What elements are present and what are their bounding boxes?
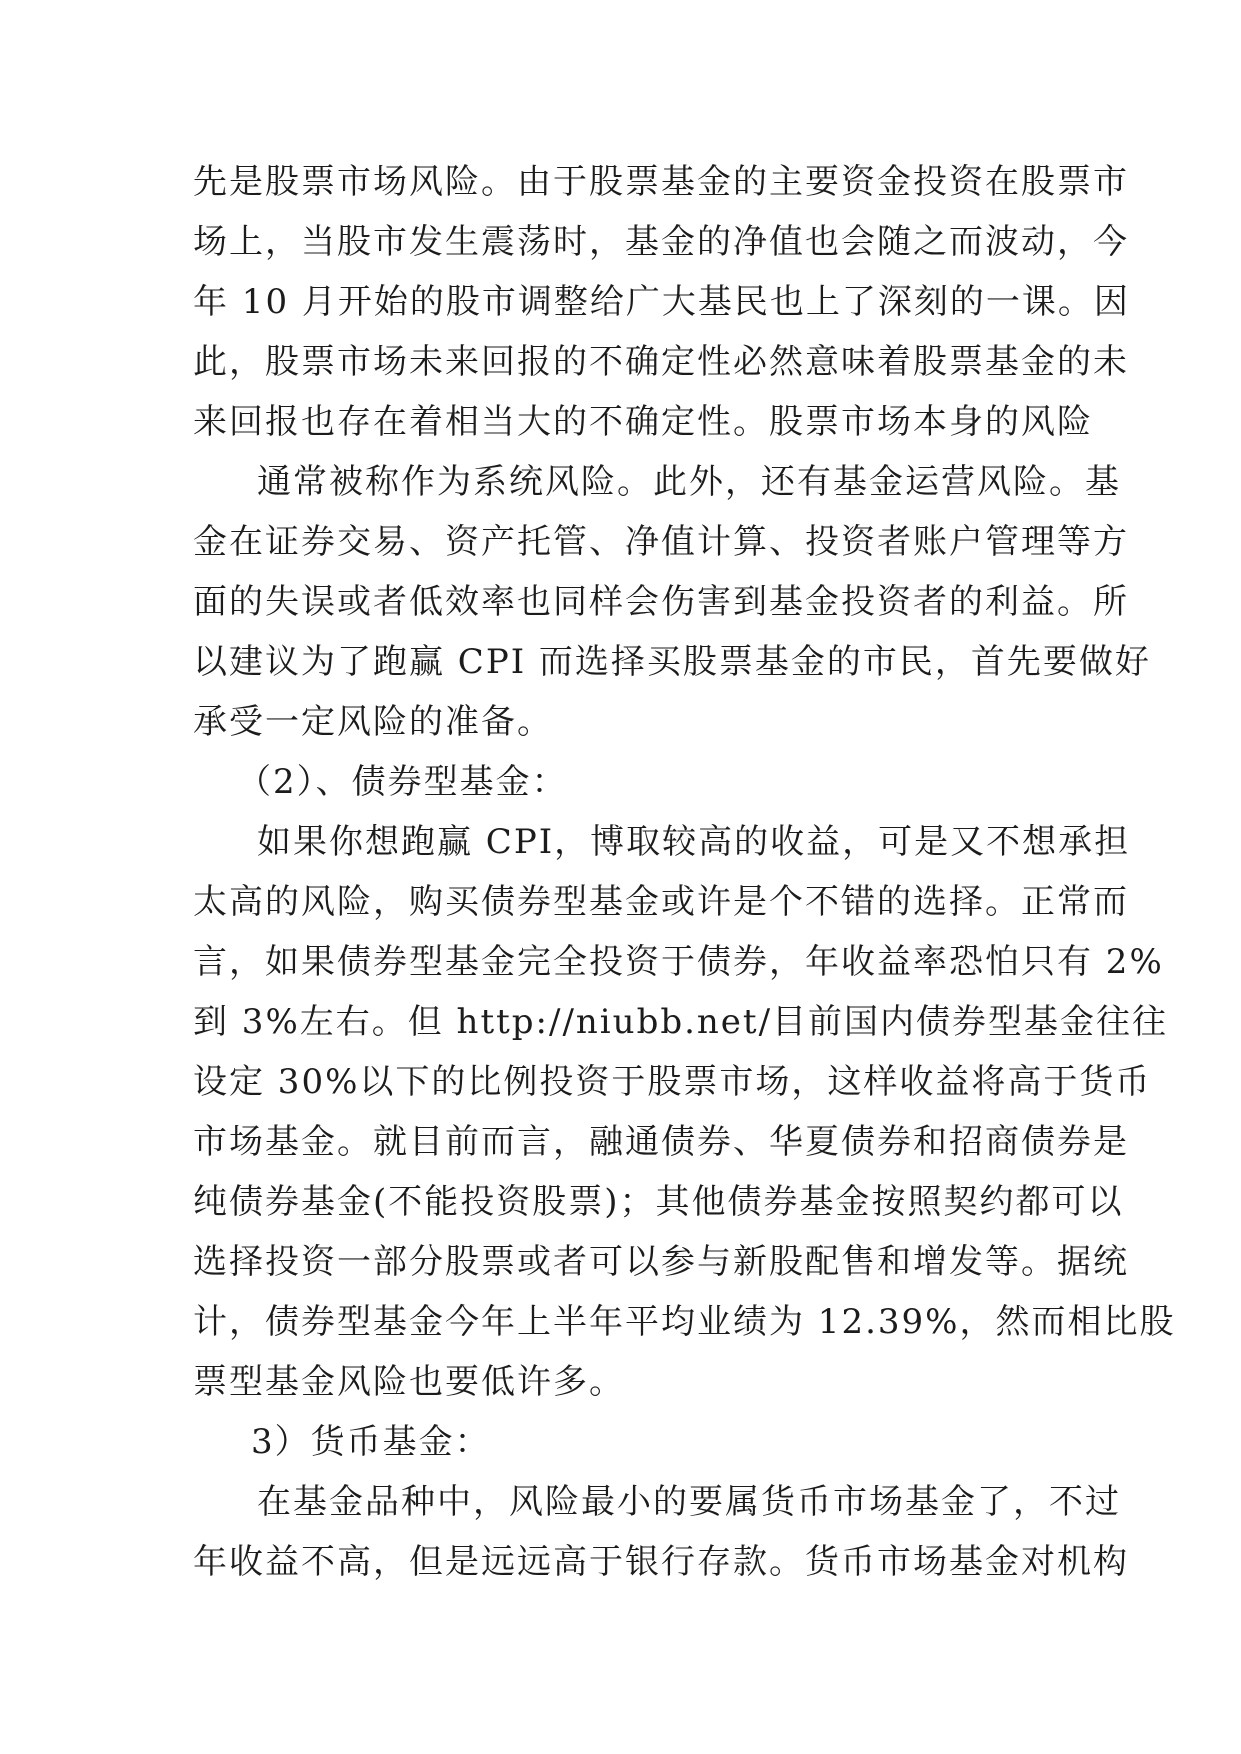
text-line: 在基金品种中，风险最小的要属货币市场基金了，不过 [257, 1482, 1121, 1522]
text-line: 承受一定风险的准备。 [193, 702, 553, 742]
section-heading: （2）、债券型基金： [237, 762, 568, 802]
text-line: 来回报也存在着相当大的不确定性。股票市场本身的风险 [193, 402, 1093, 442]
text-line: 年收益不高，但是远远高于银行存款。货币市场基金对机构 [193, 1542, 1129, 1582]
text-line: 计，债券型基金今年上半年平均业绩为 12.39%，然而相比股 [193, 1302, 1176, 1342]
text-line: 通常被称作为系统风险。此外，还有基金运营风险。基 [257, 462, 1121, 502]
text-line: 选择投资一部分股票或者可以参与新股配售和增发等。据统 [193, 1242, 1129, 1282]
text-line: 金在证券交易、资产托管、净值计算、投资者账户管理等方 [193, 522, 1129, 562]
text-line: 场上，当股市发生震荡时，基金的净值也会随之而波动，今 [193, 222, 1129, 262]
text-line: 言，如果债券型基金完全投资于债券，年收益率恐怕只有 2% [193, 942, 1164, 982]
text-line: 年 10 月开始的股市调整给广大基民也上了深刻的一课。因 [193, 282, 1130, 322]
text-line: 设定 30%以下的比例投资于股票市场，这样收益将高于货币 [193, 1062, 1152, 1102]
document-body [193, 152, 1176, 1592]
text-line: 面的失误或者低效率也同样会伤害到基金投资者的利益。所 [193, 582, 1129, 622]
text-line: 到 3%左右。但 http://niubb.net/目前国内债券型基金往往 [193, 1002, 1169, 1042]
text-line: 此，股票市场未来回报的不确定性必然意味着股票基金的未 [193, 342, 1129, 382]
text-line: 以建议为了跑赢 CPI 而选择买股票基金的市民，首先要做好 [193, 642, 1151, 682]
text-line: 票型基金风险也要低许多。 [193, 1362, 625, 1402]
section-heading: 3）货币基金： [251, 1422, 491, 1462]
text-line: 纯债券基金(不能投资股票)；其他债券基金按照契约都可以 [193, 1182, 1124, 1222]
text-line: 如果你想跑赢 CPI，博取较高的收益，可是又不想承担 [257, 822, 1131, 862]
text-line: 先是股票市场风险。由于股票基金的主要资金投资在股票市 [193, 162, 1129, 202]
text-line: 太高的风险，购买债券型基金或许是个不错的选择。正常而 [193, 882, 1129, 922]
text-line: 市场基金。就目前而言，融通债券、华夏债券和招商债券是 [193, 1122, 1129, 1162]
